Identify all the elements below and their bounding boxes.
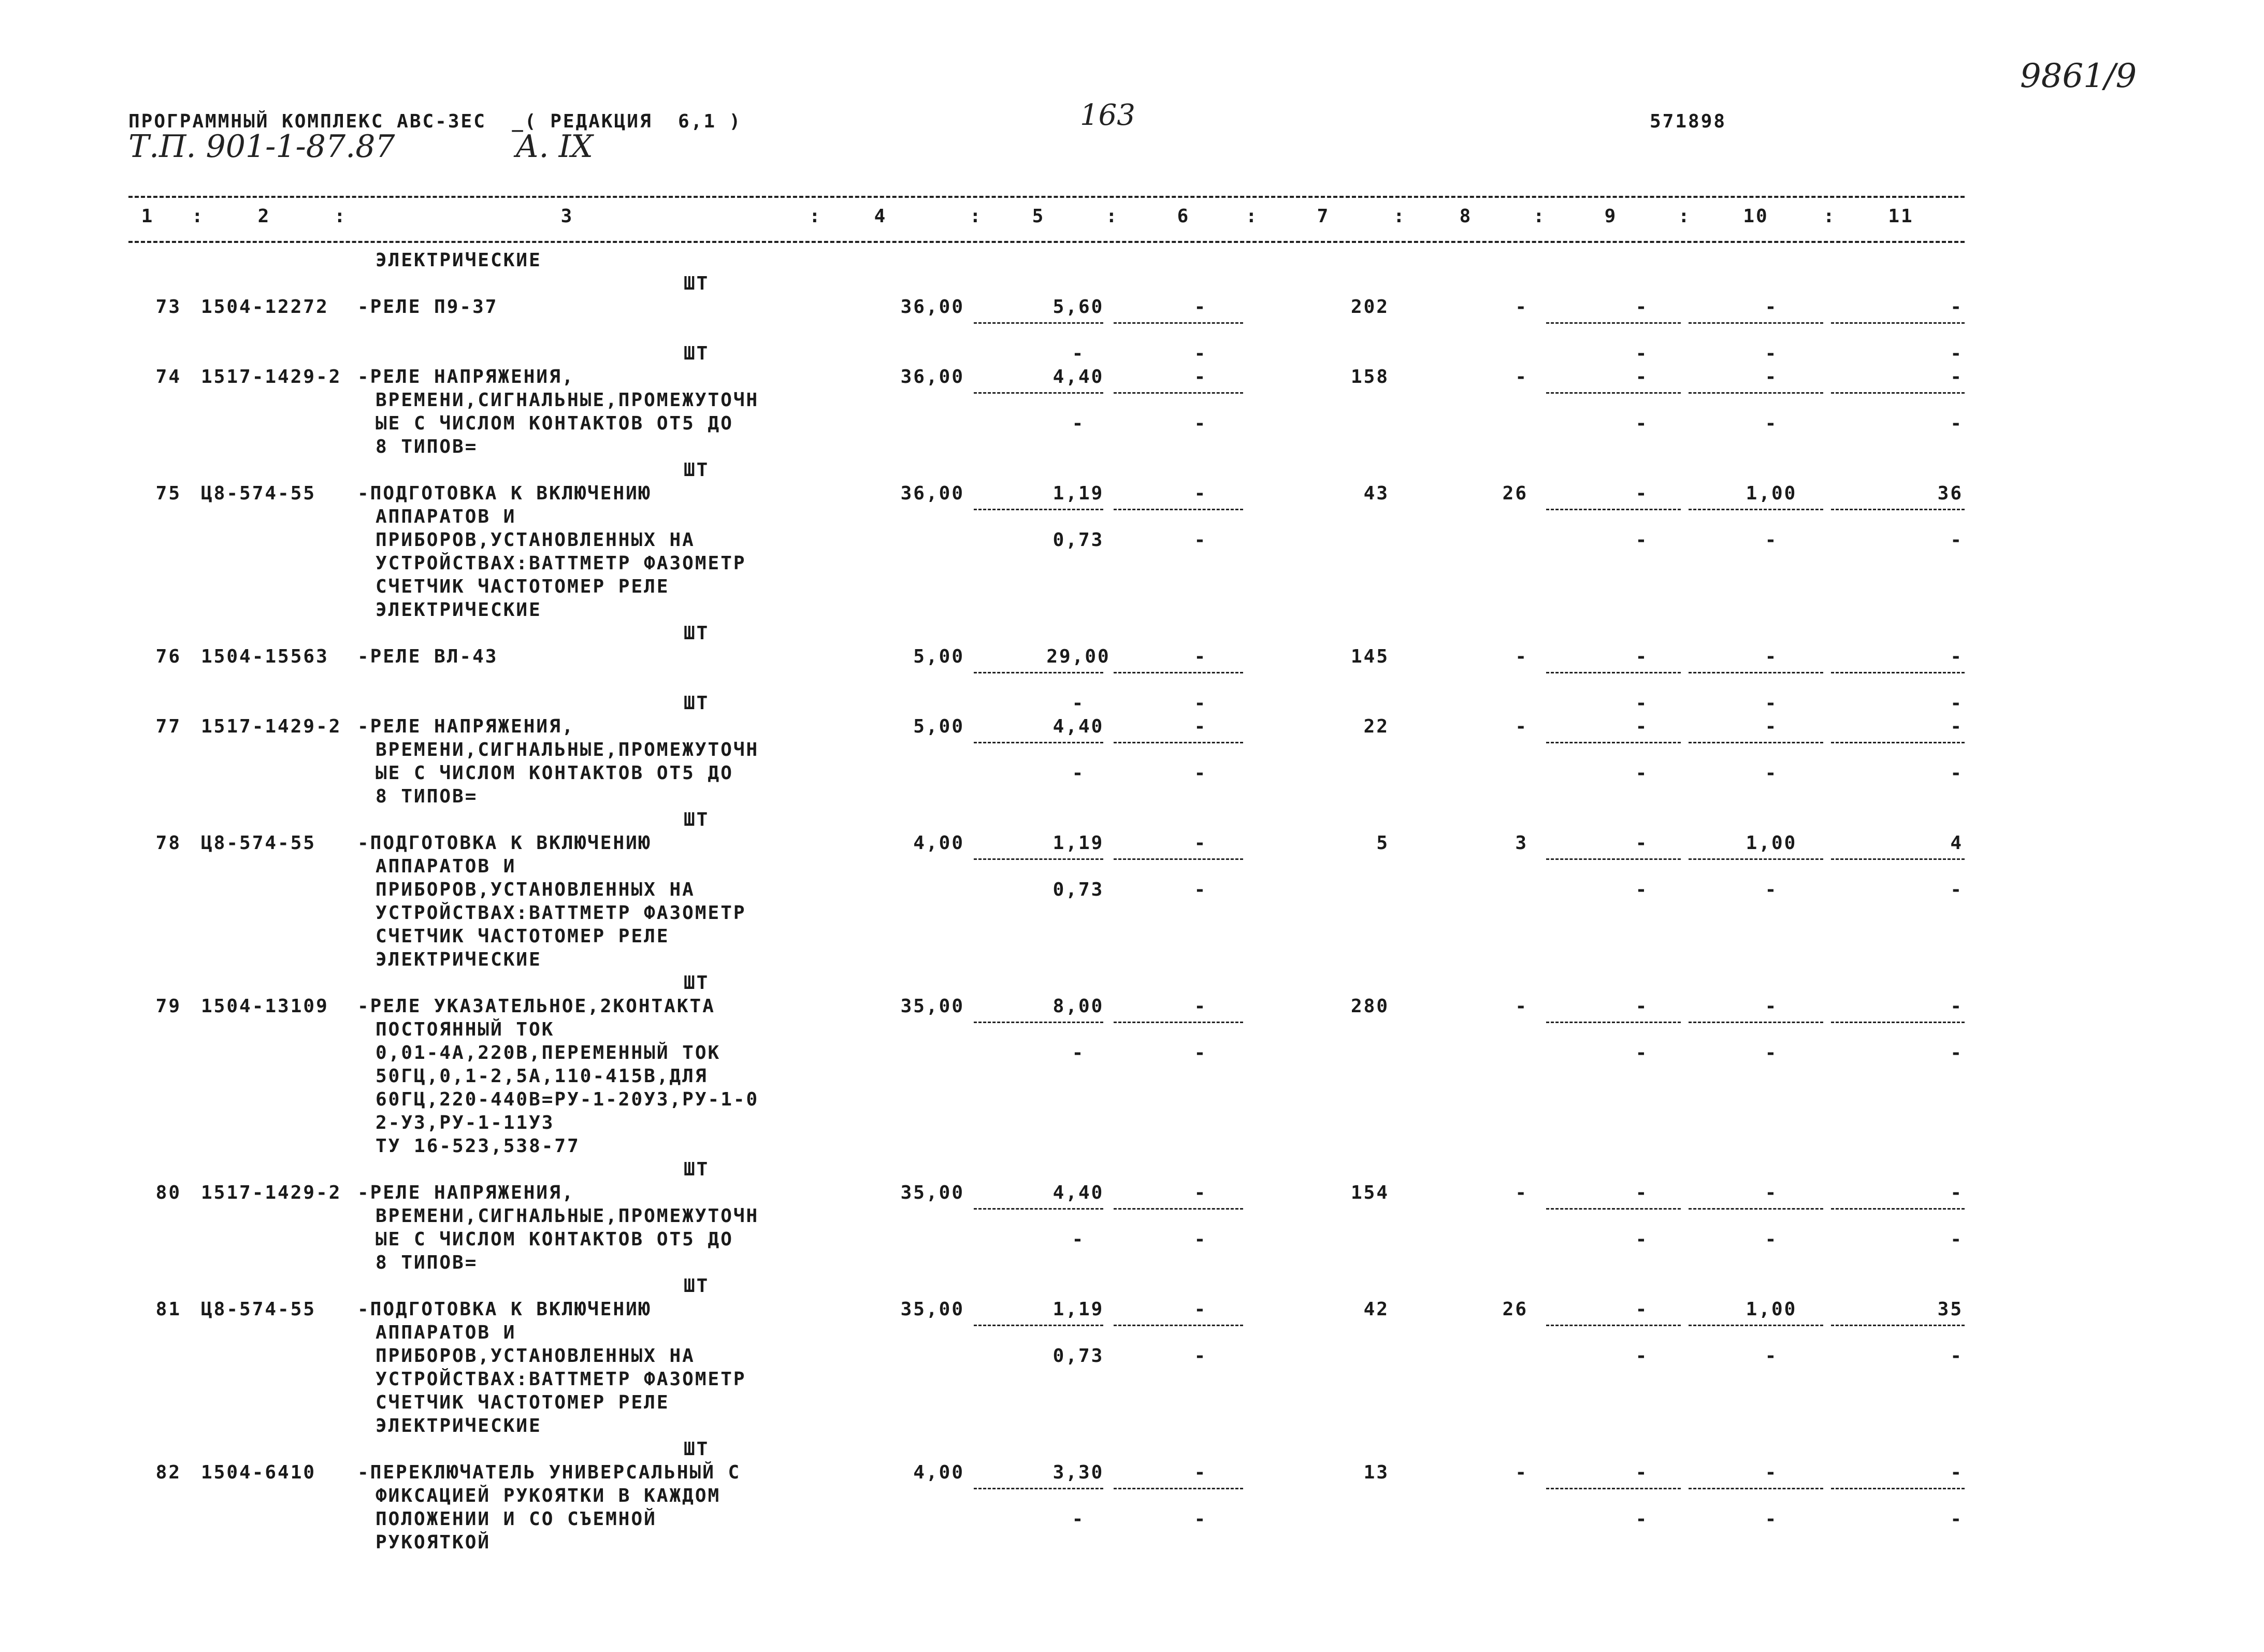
col6-bottom: - (1194, 1229, 1207, 1250)
col9-top: - (1635, 1299, 1649, 1320)
cell-divider-rule (1831, 672, 1965, 673)
cell-divider-rule (1689, 1208, 1823, 1210)
cell-divider-rule (1831, 392, 1965, 394)
cell-divider-rule (1546, 392, 1681, 394)
cell-divider-rule (1831, 742, 1965, 743)
col11-bottom: - (1950, 1042, 1963, 1064)
col11-bottom: - (1950, 1345, 1963, 1367)
col9-top: - (1635, 646, 1649, 667)
col4-value: 35,00 (900, 1182, 964, 1203)
col5-bottom: - (1072, 1229, 1085, 1250)
col10-top: - (1765, 646, 1778, 667)
resource-name-line: -РЕЛЕ УКАЗАТЕЛЬНОЕ,2КОНТАКТА (357, 996, 715, 1017)
cell-divider-rule (1114, 1022, 1243, 1023)
col9-bottom: - (1635, 529, 1649, 551)
col7-value: 42 (1363, 1299, 1389, 1320)
cell-divider-rule (974, 672, 1103, 673)
col11-top: - (1950, 1182, 1963, 1203)
row-number: 76 (155, 646, 181, 667)
col5-top: 1,19 (1052, 832, 1104, 854)
col8-value: - (1515, 996, 1528, 1017)
resource-name-line: 8 ТИПОВ= (376, 436, 478, 457)
resource-name-line: ТУ 16-523,538-77 (376, 1136, 580, 1157)
col9-bottom: - (1635, 693, 1649, 714)
col9-top: - (1635, 716, 1649, 737)
resource-name-line: АППАРАТОВ И (376, 856, 516, 877)
col7-value: 13 (1363, 1462, 1389, 1483)
document-code: 571898 (1650, 111, 1727, 132)
col11-bottom: - (1950, 693, 1963, 714)
header-top-rule (128, 196, 1965, 198)
row-number: 73 (155, 296, 181, 318)
col10-bottom: - (1765, 1229, 1778, 1250)
col4-value: 36,00 (900, 296, 964, 318)
cell-divider-rule (974, 1022, 1103, 1023)
col10-bottom: - (1765, 413, 1778, 434)
col5-bottom: - (1072, 763, 1085, 784)
unit-label: ШТ (684, 273, 710, 294)
cell-divider-rule (1114, 742, 1243, 743)
col8-value: - (1515, 1462, 1528, 1483)
cell-divider-rule (1114, 672, 1243, 673)
cell-divider-rule (1114, 1208, 1243, 1210)
cell-divider-rule (1831, 322, 1965, 324)
column-header-5: 5 (1032, 206, 1045, 227)
col8-value: 26 (1502, 1299, 1528, 1320)
col11-bottom: - (1950, 413, 1963, 434)
col6-bottom: - (1194, 1509, 1207, 1530)
col8-value: - (1515, 296, 1528, 318)
cell-divider-rule (1689, 742, 1823, 743)
col6-top: - (1194, 1182, 1207, 1203)
col10-top: - (1765, 296, 1778, 318)
cell-divider-rule (1546, 858, 1681, 860)
resource-name-line: -ПЕРЕКЛЮЧАТЕЛЬ УНИВЕРСАЛЬНЫЙ С (357, 1462, 741, 1483)
resource-name-line: ЫЕ С ЧИСЛОМ КОНТАКТОВ ОТ5 ДО (376, 1229, 733, 1250)
column-header-3: 3 (560, 206, 574, 227)
col9-bottom: - (1635, 1042, 1649, 1064)
col4-value: 5,00 (913, 716, 964, 737)
resource-name-line: -ПОДГОТОВКА К ВКЛЮЧЕНИЮ (357, 832, 652, 854)
cell-divider-rule (1114, 1488, 1243, 1489)
col7-value: 145 (1350, 646, 1389, 667)
col9-top: - (1635, 296, 1649, 318)
cell-divider-rule (1546, 742, 1681, 743)
row-number: 79 (155, 996, 181, 1017)
col11-top: 35 (1937, 1299, 1963, 1320)
col8-value: - (1515, 1182, 1528, 1203)
resource-name-line: ПРИБОРОВ,УСТАНОВЛЕННЫХ НА (376, 1345, 695, 1367)
col11-top: - (1950, 646, 1963, 667)
resource-name-line: ЭЛЕКТРИЧЕСКИЕ (376, 949, 542, 970)
resource-name-line: УСТРОЙСТВАХ:ВАТТМЕТР ФАЗОМЕТР (376, 902, 746, 924)
col5-top: 1,19 (1052, 483, 1104, 504)
col9-bottom: - (1635, 879, 1649, 900)
column-header-4: 4 (874, 206, 887, 227)
resource-name-line: ВРЕМЕНИ,СИГНАЛЬНЫЕ,ПРОМЕЖУТОЧН (376, 390, 759, 411)
cell-divider-rule (974, 392, 1103, 394)
column-header-1: 1 (141, 206, 154, 227)
unit-label: ШТ (684, 343, 710, 364)
col7-value: 158 (1350, 366, 1389, 387)
col6-bottom: - (1194, 879, 1207, 900)
cell-divider-rule (1546, 1208, 1681, 1210)
resource-name-line: 2-У3,РУ-1-11У3 (376, 1112, 555, 1133)
col6-bottom: - (1194, 1042, 1207, 1064)
col6-top: - (1194, 832, 1207, 854)
col4-value: 36,00 (900, 366, 964, 387)
column-separator: : (192, 206, 205, 227)
col9-bottom: - (1635, 343, 1649, 364)
unit-label: ШТ (684, 693, 710, 714)
col6-bottom: - (1194, 693, 1207, 714)
col5-top: 4,40 (1052, 366, 1104, 387)
cell-divider-rule (1546, 322, 1681, 324)
resource-code: 1504-13109 (201, 996, 329, 1017)
col11-bottom: - (1950, 1509, 1963, 1530)
col6-top: - (1194, 996, 1207, 1017)
row-number: 82 (155, 1462, 181, 1483)
column-header-10: 10 (1743, 206, 1769, 227)
col11-top: - (1950, 366, 1963, 387)
unit-label: ШТ (684, 809, 710, 830)
row-number: 80 (155, 1182, 181, 1203)
resource-code: 1517-1429-2 (201, 1182, 342, 1203)
col11-bottom: - (1950, 763, 1963, 784)
col7-value: 202 (1350, 296, 1389, 318)
cell-divider-rule (1114, 858, 1243, 860)
col7-value: 154 (1350, 1182, 1389, 1203)
resource-code: Ц8-574-55 (201, 1299, 316, 1320)
resource-name-line: ЫЕ С ЧИСЛОМ КОНТАКТОВ ОТ5 ДО (376, 413, 733, 434)
col10-top: 1,00 (1746, 832, 1797, 854)
cell-divider-rule (1831, 1325, 1965, 1326)
col7-value: 43 (1363, 483, 1389, 504)
resource-name-line: ПРИБОРОВ,УСТАНОВЛЕННЫХ НА (376, 879, 695, 900)
cell-divider-rule (974, 322, 1103, 324)
col11-bottom: - (1950, 1229, 1963, 1250)
resource-code: 1517-1429-2 (201, 716, 342, 737)
resource-name-line: ПОЛОЖЕНИИ И СО СЪЕМНОЙ (376, 1509, 657, 1530)
col10-top: 1,00 (1746, 1299, 1797, 1320)
col11-top: - (1950, 996, 1963, 1017)
resource-name-line: ЫЕ С ЧИСЛОМ КОНТАКТОВ ОТ5 ДО (376, 763, 733, 784)
col8-value: 26 (1502, 483, 1528, 504)
col6-bottom: - (1194, 763, 1207, 784)
col10-bottom: - (1765, 529, 1778, 551)
page-number: 163 (1080, 98, 1135, 132)
row-number: 81 (155, 1299, 181, 1320)
resource-name-line: 60ГЦ,220-440В=РУ-1-20У3,РУ-1-0 (376, 1089, 759, 1110)
cell-divider-rule (1546, 509, 1681, 510)
col10-top: - (1765, 366, 1778, 387)
resource-name-line: УСТРОЙСТВАХ:ВАТТМЕТР ФАЗОМЕТР (376, 553, 746, 574)
resource-name-line: 8 ТИПОВ= (376, 786, 478, 807)
column-separator: : (1533, 206, 1546, 227)
cell-divider-rule (1689, 1022, 1823, 1023)
col5-bottom: - (1072, 343, 1085, 364)
unit-label: ШТ (684, 1275, 710, 1297)
cell-divider-rule (974, 1488, 1103, 1489)
resource-name-line: ЭЛЕКТРИЧЕСКИЕ (376, 1415, 542, 1436)
row-number: 77 (155, 716, 181, 737)
row-number: 78 (155, 832, 181, 854)
column-header-8: 8 (1459, 206, 1473, 227)
col4-value: 4,00 (913, 1462, 964, 1483)
col5-top: 5,60 (1052, 296, 1104, 318)
col6-bottom: - (1194, 529, 1207, 551)
col6-bottom: - (1194, 343, 1207, 364)
col9-top: - (1635, 1462, 1649, 1483)
resource-code: Ц8-574-55 (201, 483, 316, 504)
col5-top: 4,40 (1052, 1182, 1104, 1203)
column-separator: : (334, 206, 347, 227)
cell-divider-rule (1114, 509, 1243, 510)
unit-label: ШТ (684, 1159, 710, 1180)
column-header-6: 6 (1177, 206, 1190, 227)
col5-bottom: 0,73 (1052, 529, 1104, 551)
col10-bottom: - (1765, 693, 1778, 714)
column-separator: : (1246, 206, 1259, 227)
col10-bottom: - (1765, 763, 1778, 784)
resource-name-line: 8 ТИПОВ= (376, 1252, 478, 1273)
column-separator: : (1106, 206, 1119, 227)
cell-divider-rule (1831, 1488, 1965, 1489)
column-separator: : (970, 206, 983, 227)
cell-divider-rule (1831, 509, 1965, 510)
row-number: 74 (155, 366, 181, 387)
col8-value: - (1515, 366, 1528, 387)
cell-divider-rule (1689, 858, 1823, 860)
unit-label: ШТ (684, 1439, 710, 1460)
resource-code: Ц8-574-55 (201, 832, 316, 854)
resource-name-line: 0,01-4А,220В,ПЕРЕМЕННЫЙ ТОК (376, 1042, 721, 1064)
col5-bottom: - (1072, 413, 1085, 434)
cell-divider-rule (1689, 509, 1823, 510)
col5-top: 3,30 (1052, 1462, 1104, 1483)
col11-top: - (1950, 716, 1963, 737)
col6-top: - (1194, 646, 1207, 667)
unit-label: ШТ (684, 459, 710, 481)
col6-bottom: - (1194, 1345, 1207, 1367)
col9-top: - (1635, 996, 1649, 1017)
cell-divider-rule (1114, 322, 1243, 324)
resource-name-line: 50ГЦ,0,1-2,5А,110-415В,ДЛЯ (376, 1066, 708, 1087)
resource-name-line: ПОСТОЯННЫЙ ТОК (376, 1019, 555, 1040)
cell-divider-rule (1114, 1325, 1243, 1326)
row-number: 75 (155, 483, 181, 504)
col10-top: - (1765, 716, 1778, 737)
unit-label: ШТ (684, 972, 710, 994)
cell-divider-rule (1546, 1022, 1681, 1023)
handwritten-reference: 9861/9 (2020, 57, 2137, 95)
col9-bottom: - (1635, 1345, 1649, 1367)
column-header-2: 2 (257, 206, 271, 227)
cell-divider-rule (974, 742, 1103, 743)
cell-divider-rule (974, 1208, 1103, 1210)
column-separator: : (1393, 206, 1406, 227)
col4-value: 35,00 (900, 1299, 964, 1320)
cell-divider-rule (1831, 858, 1965, 860)
resource-name-line: РУКОЯТКОЙ (376, 1532, 491, 1553)
col4-value: 5,00 (913, 646, 964, 667)
cell-divider-rule (974, 858, 1103, 860)
program-title: ПРОГРАММНЫЙ КОМПЛЕКС АВС-3ЕС _( РЕДАКЦИЯ 6,1 ) (128, 111, 742, 132)
col9-bottom: - (1635, 413, 1649, 434)
column-header-7: 7 (1317, 206, 1330, 227)
col4-value: 4,00 (913, 832, 964, 854)
col5-bottom: 0,73 (1052, 1345, 1104, 1367)
col6-bottom: - (1194, 413, 1207, 434)
cell-divider-rule (1114, 392, 1243, 394)
col4-value: 36,00 (900, 483, 964, 504)
resource-name-line: ЭЛЕКТРИЧЕСКИЕ (376, 599, 542, 621)
col6-top: - (1194, 483, 1207, 504)
resource-code: 1504-12272 (201, 296, 329, 318)
col9-bottom: - (1635, 1509, 1649, 1530)
col8-value: - (1515, 646, 1528, 667)
col10-bottom: - (1765, 1509, 1778, 1530)
col7-value: 22 (1363, 716, 1389, 737)
col8-value: - (1515, 716, 1528, 737)
col10-top: - (1765, 996, 1778, 1017)
col5-top: 4,40 (1052, 716, 1104, 737)
cell-divider-rule (1831, 1208, 1965, 1210)
col10-top: 1,00 (1746, 483, 1797, 504)
resource-name-line: УСТРОЙСТВАХ:ВАТТМЕТР ФАЗОМЕТР (376, 1369, 746, 1390)
column-header-11: 11 (1888, 206, 1914, 227)
resource-name-line: СЧЕТЧИК ЧАСТОТОМЕР РЕЛЕ (376, 1392, 670, 1413)
cell-divider-rule (974, 509, 1103, 510)
col11-bottom: - (1950, 879, 1963, 900)
resource-code: 1517-1429-2 (201, 366, 342, 387)
column-header-9: 9 (1604, 206, 1618, 227)
col10-bottom: - (1765, 879, 1778, 900)
resource-name-line: -РЕЛЕ НАПРЯЖЕНИЯ, (357, 366, 575, 387)
col5-top: 29,00 (1046, 646, 1111, 667)
resource-name-line: -ПОДГОТОВКА К ВКЛЮЧЕНИЮ (357, 483, 652, 504)
cell-divider-rule (1546, 1488, 1681, 1489)
resource-name-line: -РЕЛЕ НАПРЯЖЕНИЯ, (357, 1182, 575, 1203)
col11-top: - (1950, 1462, 1963, 1483)
col4-value: 35,00 (900, 996, 964, 1017)
col5-top: 1,19 (1052, 1299, 1104, 1320)
col9-bottom: - (1635, 1229, 1649, 1250)
col5-bottom: 0,73 (1052, 879, 1104, 900)
col10-bottom: - (1765, 1042, 1778, 1064)
cell-divider-rule (1689, 322, 1823, 324)
col9-top: - (1635, 366, 1649, 387)
col6-top: - (1194, 1299, 1207, 1320)
resource-name-line: -РЕЛЕ НАПРЯЖЕНИЯ, (357, 716, 575, 737)
resource-code: 1504-6410 (201, 1462, 316, 1483)
col9-top: - (1635, 1182, 1649, 1203)
col8-value: 3 (1515, 832, 1528, 854)
col6-top: - (1194, 366, 1207, 387)
cell-divider-rule (1831, 1022, 1965, 1023)
col5-bottom: - (1072, 1042, 1085, 1064)
resource-name-line: -РЕЛЕ ВЛ-43 (357, 646, 498, 667)
cell-divider-rule (1689, 1488, 1823, 1489)
column-separator: : (809, 206, 822, 227)
col10-bottom: - (1765, 343, 1778, 364)
col5-bottom: - (1072, 1509, 1085, 1530)
col5-bottom: - (1072, 693, 1085, 714)
col7-value: 280 (1350, 996, 1389, 1017)
tp-label: Т.П. 901-1-87.87 (128, 128, 395, 165)
col11-top: 4 (1950, 832, 1963, 854)
album-label: А. IX (515, 128, 593, 165)
resource-name-line: ВРЕМЕНИ,СИГНАЛЬНЫЕ,ПРОМЕЖУТОЧН (376, 739, 759, 760)
col11-bottom: - (1950, 343, 1963, 364)
cell-divider-rule (1546, 1325, 1681, 1326)
col11-bottom: - (1950, 529, 1963, 551)
unit-label: ШТ (684, 623, 710, 644)
cell-divider-rule (1546, 672, 1681, 673)
column-separator: : (1678, 206, 1691, 227)
cell-divider-rule (1689, 1325, 1823, 1326)
header-bottom-rule (128, 241, 1965, 243)
col6-top: - (1194, 1462, 1207, 1483)
resource-name-line: АППАРАТОВ И (376, 506, 516, 527)
col9-top: - (1635, 483, 1649, 504)
col9-top: - (1635, 832, 1649, 854)
col10-top: - (1765, 1462, 1778, 1483)
col11-top: 36 (1937, 483, 1963, 504)
resource-name-line: АППАРАТОВ И (376, 1322, 516, 1343)
carry-over-name: ЭЛЕКТРИЧЕСКИЕ (376, 250, 542, 271)
resource-name-line: ВРЕМЕНИ,СИГНАЛЬНЫЕ,ПРОМЕЖУТОЧН (376, 1205, 759, 1227)
resource-name-line: ФИКСАЦИЕЙ РУКОЯТКИ В КАЖДОМ (376, 1485, 721, 1506)
col11-top: - (1950, 296, 1963, 318)
col9-bottom: - (1635, 763, 1649, 784)
col5-top: 8,00 (1052, 996, 1104, 1017)
resource-name-line: -РЕЛЕ П9-37 (357, 296, 498, 318)
resource-name-line: СЧЕТЧИК ЧАСТОТОМЕР РЕЛЕ (376, 576, 670, 597)
column-separator: : (1823, 206, 1836, 227)
col10-bottom: - (1765, 1345, 1778, 1367)
col6-top: - (1194, 296, 1207, 318)
resource-code: 1504-15563 (201, 646, 329, 667)
cell-divider-rule (1689, 672, 1823, 673)
resource-name-line: -ПОДГОТОВКА К ВКЛЮЧЕНИЮ (357, 1299, 652, 1320)
cell-divider-rule (1689, 392, 1823, 394)
col10-top: - (1765, 1182, 1778, 1203)
resource-name-line: СЧЕТЧИК ЧАСТОТОМЕР РЕЛЕ (376, 926, 670, 947)
cell-divider-rule (974, 1325, 1103, 1326)
col6-top: - (1194, 716, 1207, 737)
resource-name-line: ПРИБОРОВ,УСТАНОВЛЕННЫХ НА (376, 529, 695, 551)
col7-value: 5 (1376, 832, 1389, 854)
